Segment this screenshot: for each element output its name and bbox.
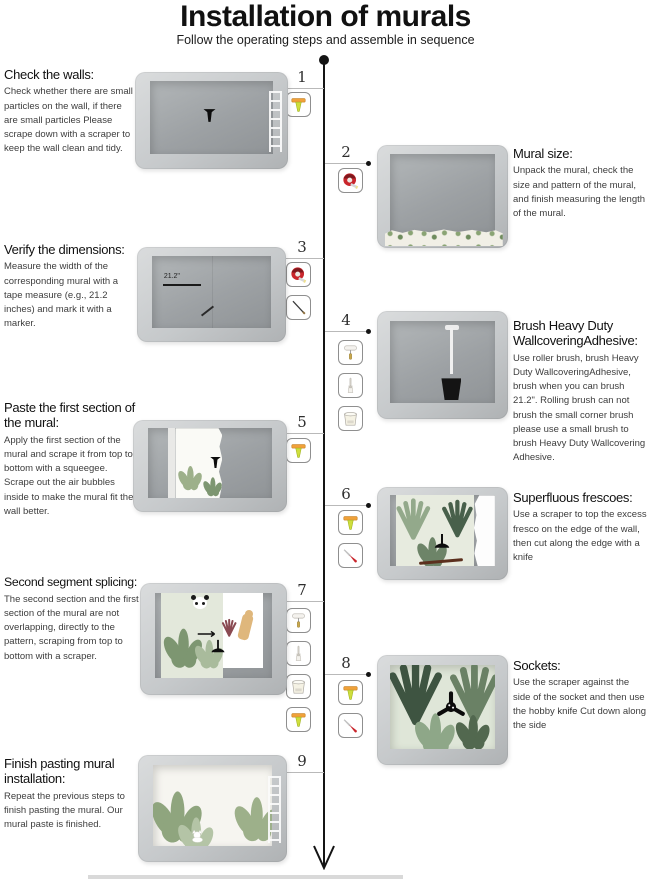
step9-number: 9 (297, 752, 307, 770)
squeegee-icon (286, 438, 311, 463)
step7-text (4, 575, 141, 664)
step3-wall (152, 256, 271, 328)
step7-wall (155, 593, 273, 678)
step3-connector (281, 258, 324, 259)
step6-number: 6 (341, 485, 351, 503)
step7-connector (281, 601, 324, 602)
step5-number: 5 (297, 413, 307, 431)
step2-connector (325, 163, 368, 164)
socket-silhouette (434, 688, 468, 726)
fox-figure (189, 829, 206, 843)
step9-wall (153, 765, 272, 846)
step2-room-image (377, 145, 508, 248)
step8-text (513, 658, 648, 733)
tape-measure-icon (338, 168, 363, 193)
step5-body: Apply the first section of the mural and scrape it from top to bottom with a squeegee. Scrape out the air bubbles inside to make the mural fit the wall better. (4, 434, 134, 517)
timeline-arrow-icon (312, 844, 336, 870)
squeegee-icon (338, 680, 363, 705)
step3-body: Measure the width of the corresponding mural with a tape measure (e.g., 21.2 inches) and mark it with a marker. (4, 261, 119, 330)
step7-body: The second section and the first section of the mural are not overlapping, directly to the pattern, scraping from top to bottom with a scraper. (4, 593, 139, 662)
bottom-edge-strip (88, 875, 403, 879)
step4-text (513, 318, 650, 466)
step8-body: Use the scraper against the side of the socket and then use the hobby knife Cut down along the side (513, 677, 647, 732)
step5-room-image (133, 420, 287, 512)
tape-measure-icon (286, 262, 311, 287)
step1-title: Check the walls: (4, 67, 94, 82)
step1-wall (150, 81, 272, 155)
step1-tools (286, 92, 311, 125)
roller-icon (338, 340, 363, 365)
step6-connector-dot (366, 503, 371, 508)
step2-connector-dot (366, 161, 371, 166)
step8-tools (338, 680, 363, 746)
step7-room-image (140, 583, 287, 695)
step3-room-image (137, 247, 286, 342)
step4-room-image (377, 311, 508, 419)
step7-number: 7 (297, 581, 307, 599)
mural-section-two (223, 593, 263, 668)
step1-number: 1 (297, 68, 307, 86)
step1-room-image (135, 72, 288, 169)
knife-icon (338, 713, 363, 738)
step2-body: Unpack the mural, check the size and pattern of the mural, and finish measuring the length of the mural. (513, 165, 646, 220)
step5-text (4, 400, 137, 519)
step4-number: 4 (341, 311, 351, 329)
step6-body: Use a scraper to top the excess fresco on the edge of the wall, then cut along the edge with a knife (513, 509, 647, 564)
step4-connector (325, 331, 368, 332)
paste-bucket-icon (338, 406, 363, 431)
curtain-strip (168, 428, 175, 498)
step4-tools (338, 340, 363, 439)
step4-connector-dot (366, 329, 371, 334)
step9-title: Finish pasting mural installation: (4, 756, 115, 787)
step5-title: Paste the first section of the mural: (4, 400, 135, 431)
ladder (268, 776, 281, 842)
step3-title: Verify the dimensions: (4, 242, 125, 257)
measurement-label: 21.2" (163, 272, 180, 280)
brush-icon (286, 641, 311, 666)
paste-bucket-icon (286, 674, 311, 699)
excess-paper (474, 495, 495, 566)
step5-wall (148, 428, 271, 498)
step2-text (513, 146, 647, 221)
step1-body: Check whether there are small particles on the wall, if there are small particles Please scrape down with a scraper to keep the wall clean and tidy. (4, 86, 133, 155)
brush-icon (338, 373, 363, 398)
measurement-line (163, 284, 201, 286)
step2-number: 2 (341, 143, 351, 161)
step3-text (4, 242, 135, 332)
step9-room-image (138, 755, 287, 862)
step6-text (513, 490, 648, 565)
step7-title: Second segment splicing: (4, 575, 137, 589)
step6-title: Superfluous frescoes: (513, 490, 633, 505)
step4-wall (390, 321, 495, 403)
step8-connector-dot (366, 672, 371, 677)
step8-number: 8 (341, 654, 351, 672)
step6-room-image (377, 487, 508, 580)
squeegee-silhouette (432, 531, 452, 555)
roller-handle (450, 328, 453, 374)
step2-tools (338, 168, 363, 201)
timeline-line (323, 60, 325, 866)
step6-tools (338, 510, 363, 576)
paste-bucket (441, 378, 461, 400)
step3-number: 3 (297, 238, 307, 256)
step1-text (4, 67, 135, 157)
step5-connector (281, 433, 324, 434)
step3-tools (286, 262, 311, 328)
giraffe-head (245, 610, 253, 618)
squeegee-icon (338, 510, 363, 535)
step6-connector (325, 505, 368, 506)
step9-text (4, 756, 137, 832)
squeegee-silhouette (209, 637, 227, 659)
mural-foliage (200, 467, 226, 498)
step4-title: Brush Heavy Duty WallcoveringAdhesive: (513, 318, 638, 349)
step8-connector (325, 674, 368, 675)
mural-foliage (227, 783, 272, 846)
squeegee-silhouette (209, 455, 222, 470)
panda-figure (193, 597, 207, 609)
roller-icon (286, 608, 311, 633)
step8-wall (390, 665, 495, 749)
squeegee-icon (286, 92, 311, 117)
step6-wall (390, 495, 495, 566)
knife-icon (338, 543, 363, 568)
step7-tools (286, 608, 311, 740)
squeegee-silhouette (202, 106, 217, 125)
step4-body: Use roller brush, brush Heavy Duty WallcoveringAdhesive, brush when you can brush 21.2". Rolling brush can not brush the small corner brush please use a small brush to brush Heavy Duty Wallcovering Adhesive. (513, 352, 646, 464)
step9-connector (281, 772, 324, 773)
marker-icon (286, 295, 311, 320)
step2-title: Mural size: (513, 146, 573, 161)
step5-tools (286, 438, 311, 471)
page-subtitle: Follow the operating steps and assemble in sequence (176, 33, 475, 47)
squeegee-icon (286, 707, 311, 732)
step8-title: Sockets: (513, 658, 561, 673)
step8-room-image (377, 655, 508, 765)
wall-crease (212, 256, 213, 328)
page-title: Installation of murals (180, 0, 471, 33)
step9-body: Repeat the previous steps to finish pasting the mural. Our mural paste is finished. (4, 790, 125, 831)
step2-wall (390, 154, 495, 232)
ladder (269, 91, 282, 151)
